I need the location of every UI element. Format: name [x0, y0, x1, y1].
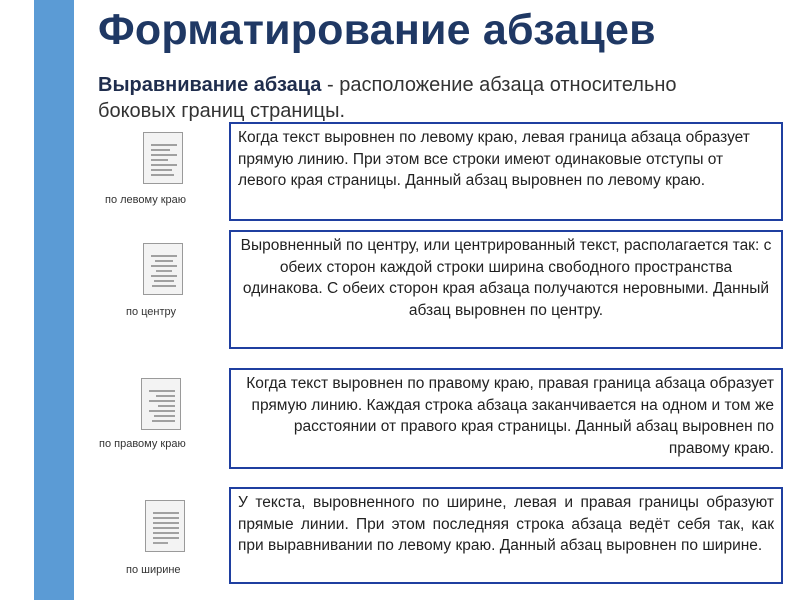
- align-center-document-icon: [143, 243, 183, 295]
- description-box-align-right: Когда текст выровнен по правому краю, правая граница абзаца образует прямую линию. Каждая строка абзаца заканчивается на одном и том же расстоянии от правого края страницы. Данный абзац выровнен по правому краю.: [229, 368, 783, 469]
- align-justify-document-icon: [145, 500, 185, 552]
- definition-paragraph: [98, 72, 748, 124]
- caption-align-center: по центру: [126, 306, 177, 318]
- caption-align-left: по левому краю: [105, 194, 187, 206]
- description-box-align-center: Выровненный по центру, или центрированный текст, располагается так: с обеих сторон каждой строки ширина свободного пространства одинакова. С обеих сторон края абзаца получаются неровными. Данный абзац выровнен по центру.: [229, 230, 783, 349]
- accent-side-bar: [34, 0, 74, 600]
- description-box-align-left: Когда текст выровнен по левому краю, левая граница абзаца образует прямую линию. При этом все строки имеют одинаковые отступы от левого края страницы. Данный абзац выровнен по левому краю.: [229, 122, 783, 221]
- align-left-document-icon: [143, 132, 183, 184]
- caption-align-right: по правому краю: [99, 438, 186, 450]
- caption-align-justify: по ширине: [126, 564, 181, 576]
- description-box-align-justify: У текста, выровненного по ширине, левая и правая границы образуют прямые линии. При этом последняя строка абзаца ведёт себя так, как при выравнивании по левому краю. Данный абзац выровнен по ширине.: [229, 487, 783, 584]
- definition-text: - расположение абзаца относительно боковых границ страницы.: [98, 74, 677, 122]
- align-right-document-icon: [141, 378, 181, 430]
- page-title: Форматирование абзацев: [98, 6, 656, 54]
- definition-term: Выравнивание абзаца: [98, 74, 322, 96]
